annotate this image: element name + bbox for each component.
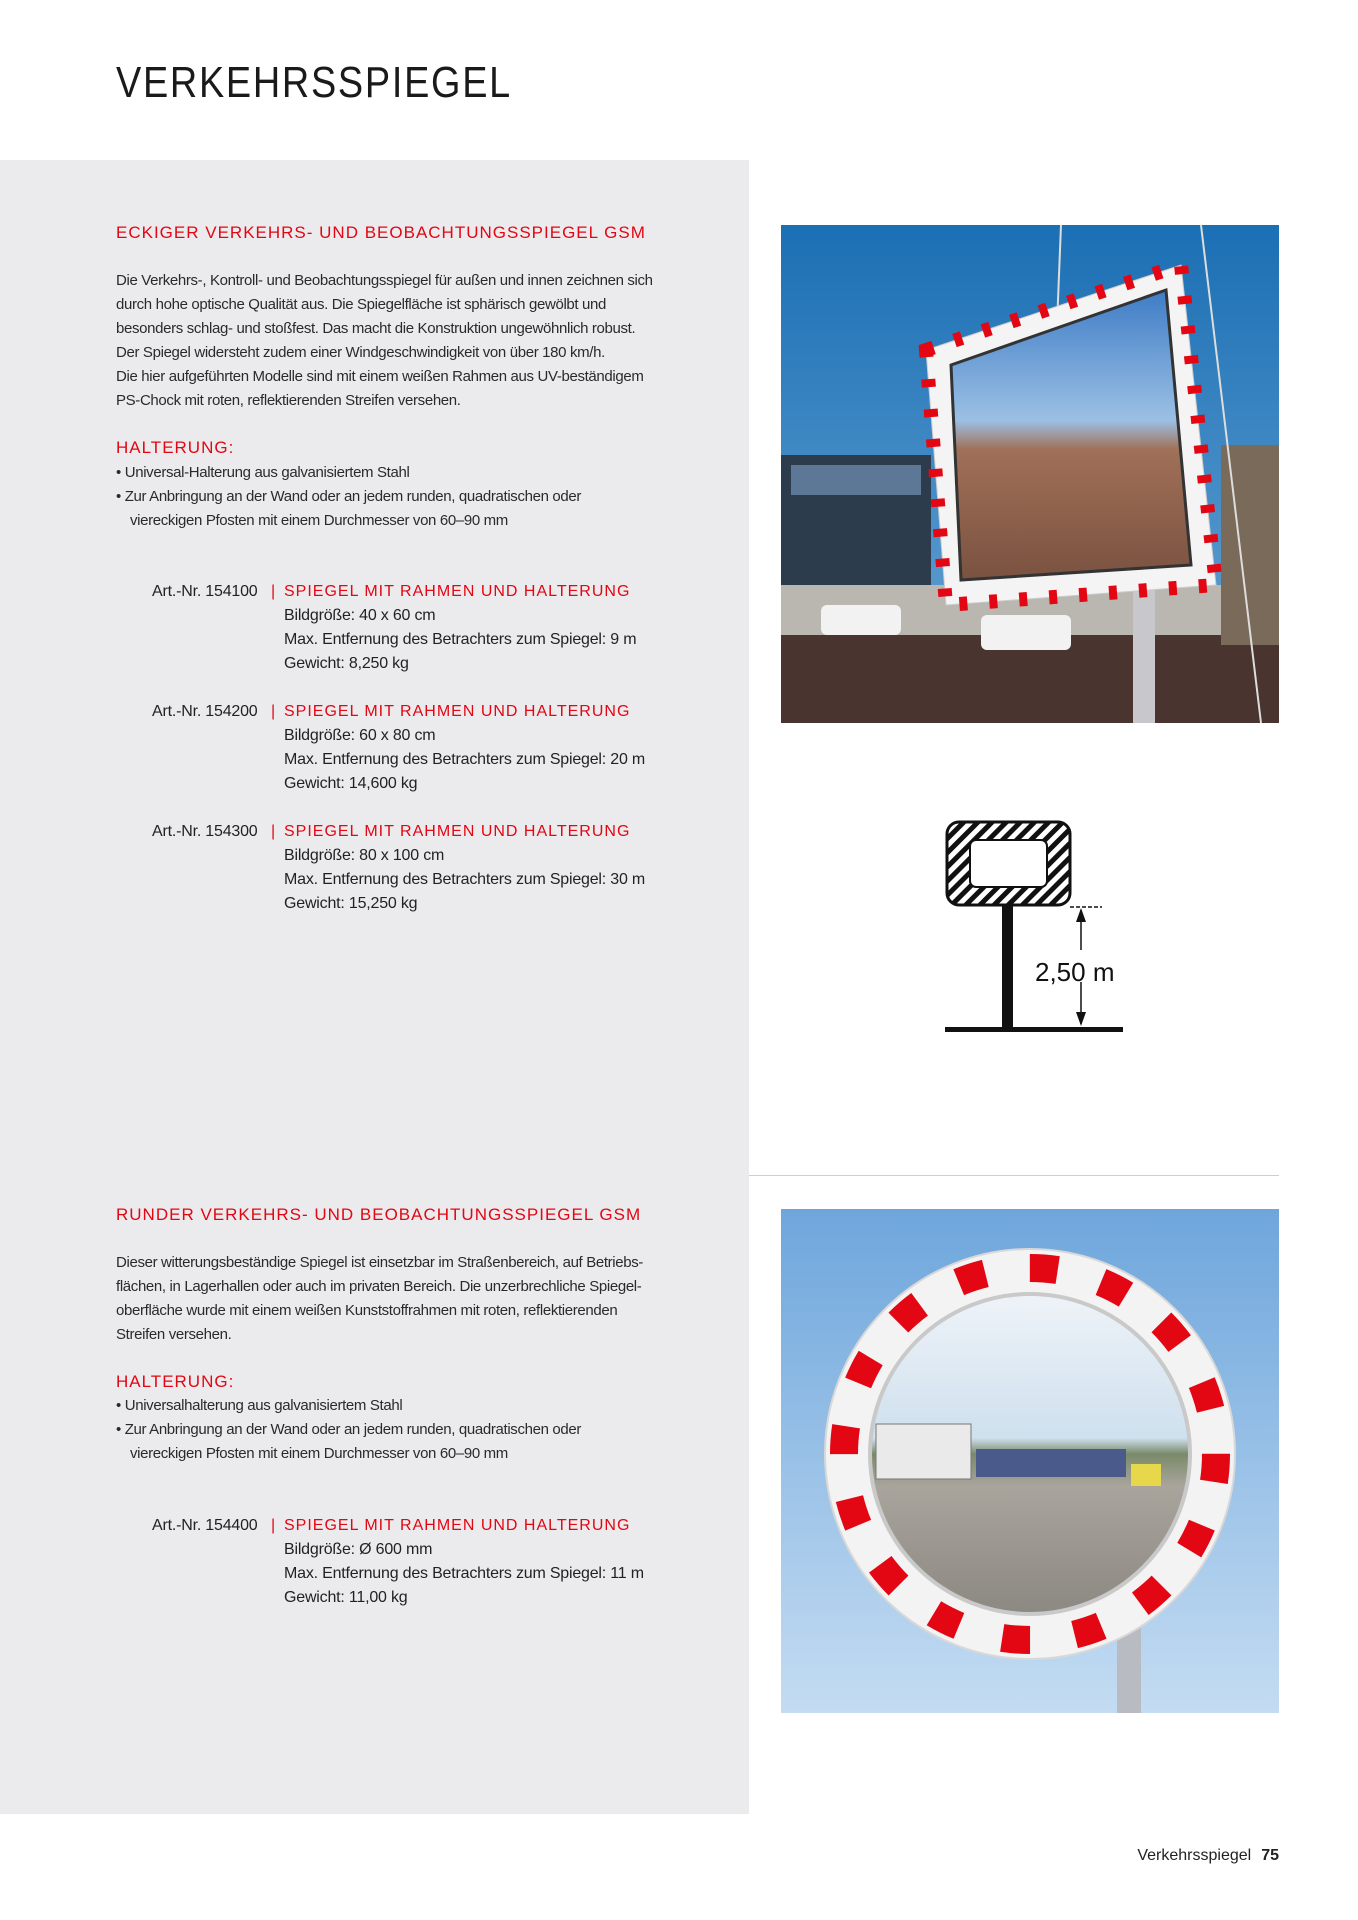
bullet-item-continued: viereckigen Pfosten mit einem Durchmesser von 60–90 mm	[130, 1445, 508, 1462]
separator: |	[271, 823, 275, 840]
article-154100	[152, 580, 712, 680]
bullet-item: • Zur Anbringung an der Wand oder an jedem runden, quadratischen oder	[116, 1421, 582, 1438]
article-title: SPIEGEL MIT RAHMEN UND HALTERUNG	[284, 703, 631, 720]
article-154400	[152, 1514, 712, 1614]
section1-heading: ECKIGER VERKEHRS- UND BEOBACHTUNGSSPIEGEL GSM	[116, 223, 646, 242]
text-line: besonders schlag- und stoßfest. Das macht die Konstruktion ungewöhnlich robust.	[116, 320, 636, 337]
article-distance: Max. Entfernung des Betrachters zum Spiegel: 20 m	[284, 751, 646, 768]
bullet-item-continued: viereckigen Pfosten mit einem Durchmesser von 60–90 mm	[130, 512, 508, 529]
article-weight: Gewicht: 11,00 kg	[284, 1589, 408, 1606]
page-number: 75	[1261, 1847, 1279, 1864]
article-number: Art.-Nr. 154200	[152, 703, 258, 720]
section2-description	[116, 1251, 643, 1347]
footer-section: Verkehrsspiegel	[1137, 1847, 1252, 1864]
article-title: SPIEGEL MIT RAHMEN UND HALTERUNG	[284, 823, 631, 840]
section2-mount-list	[116, 1394, 581, 1466]
article-title: SPIEGEL MIT RAHMEN UND HALTERUNG	[284, 583, 631, 600]
text-line: Die hier aufgeführten Modelle sind mit einem weißen Rahmen aus UV-beständigem	[116, 368, 644, 385]
separator: |	[271, 1517, 275, 1534]
bullet-item: • Universal-Halterung aus galvanisiertem Stahl	[116, 464, 410, 481]
bullet-item: • Universalhalterung aus galvanisiertem Stahl	[116, 1397, 403, 1414]
text-line: Die Verkehrs-, Kontroll- und Beobachtungsspiegel für außen und innen zeichnen sich	[116, 272, 653, 289]
mounting-height-diagram	[930, 810, 1130, 1045]
article-distance: Max. Entfernung des Betrachters zum Spiegel: 11 m	[284, 1565, 644, 1582]
article-weight: Gewicht: 14,600 kg	[284, 775, 418, 792]
article-size: Bildgröße: 60 x 80 cm	[284, 727, 436, 744]
section1-mount-heading: HALTERUNG:	[116, 438, 235, 457]
text-line: Dieser witterungsbeständige Spiegel ist einsetzbar im Straßenbereich, auf Betriebs-	[116, 1254, 644, 1271]
section1-description	[116, 269, 653, 413]
separator: |	[271, 583, 275, 600]
text-line: flächen, in Lagerhallen oder auch im privaten Bereich. Die unzerbrechliche Spiegel-	[116, 1278, 642, 1295]
article-number: Art.-Nr. 154400	[152, 1517, 258, 1534]
article-distance: Max. Entfernung des Betrachters zum Spiegel: 9 m	[284, 631, 637, 648]
height-label: 2,50 m	[1035, 957, 1115, 987]
rectangular-mirror-photo	[781, 225, 1279, 723]
article-details	[284, 1538, 644, 1610]
article-weight: Gewicht: 15,250 kg	[284, 895, 418, 912]
text-line: Streifen versehen.	[116, 1326, 232, 1343]
separator: |	[271, 703, 275, 720]
section2-mount-heading: HALTERUNG:	[116, 1372, 235, 1391]
article-number: Art.-Nr. 154100	[152, 583, 258, 600]
article-title: SPIEGEL MIT RAHMEN UND HALTERUNG	[284, 1517, 631, 1534]
article-154200	[152, 700, 712, 800]
article-weight: Gewicht: 8,250 kg	[284, 655, 409, 672]
article-distance: Max. Entfernung des Betrachters zum Spiegel: 30 m	[284, 871, 646, 888]
round-mirror-photo	[781, 1209, 1279, 1713]
text-line: oberfläche wurde mit einem weißen Kunststoffrahmen mit roten, reflektierenden	[116, 1302, 618, 1319]
article-details	[284, 724, 645, 796]
text-line: Der Spiegel widersteht zudem einer Windgeschwindigkeit von über 180 km/h.	[116, 344, 605, 361]
page-footer	[1137, 1847, 1279, 1865]
article-number: Art.-Nr. 154300	[152, 823, 258, 840]
article-154300	[152, 820, 712, 920]
bullet-item: • Zur Anbringung an der Wand oder an jedem runden, quadratischen oder	[116, 488, 582, 505]
article-size: Bildgröße: 80 x 100 cm	[284, 847, 445, 864]
section1-mount-list	[116, 461, 581, 533]
section2-heading: RUNDER VERKEHRS- UND BEOBACHTUNGSSPIEGEL GSM	[116, 1205, 642, 1224]
article-size: Bildgröße: Ø 600 mm	[284, 1541, 433, 1558]
article-details	[284, 604, 636, 676]
section-divider	[749, 1175, 1279, 1176]
article-size: Bildgröße: 40 x 60 cm	[284, 607, 436, 624]
page-title: VERKEHRSSPIEGEL	[116, 58, 512, 107]
text-line: PS-Chock mit roten, reflektierenden Streifen versehen.	[116, 392, 461, 409]
article-details	[284, 844, 645, 916]
text-line: durch hohe optische Qualität aus. Die Spiegelfläche ist sphärisch gewölbt und	[116, 296, 607, 313]
